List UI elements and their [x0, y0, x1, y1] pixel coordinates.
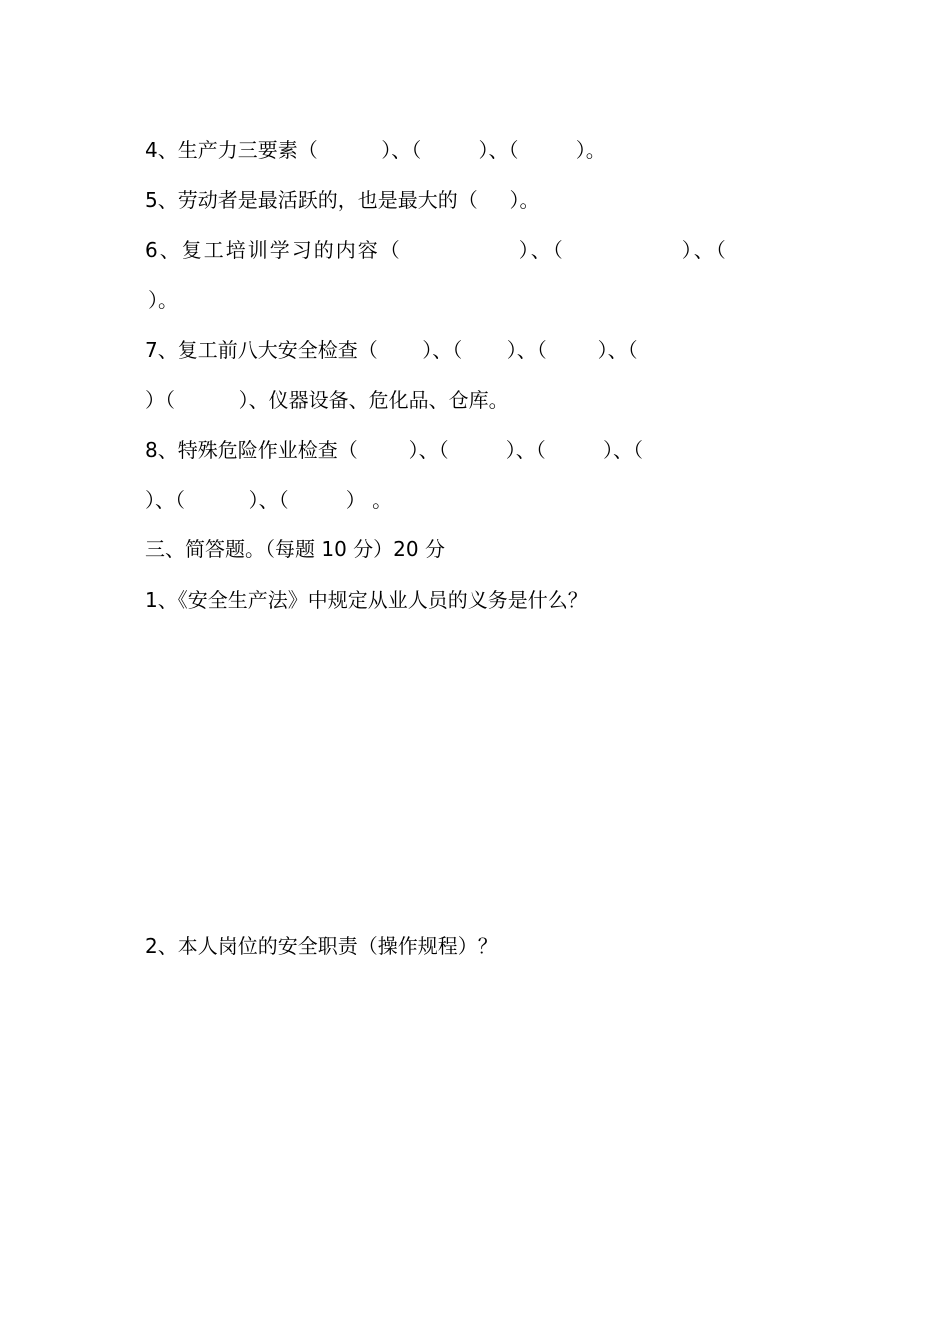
short-answer-question-1: 1、《安全生产法》中规定从业人员的义务是什么？ — [145, 588, 588, 612]
question-7-line-2: ）（ ）、仪器设备、危化品、仓库。 — [145, 388, 509, 412]
question-5-line: 5、劳动者是最活跃的，也是最大的（ ）。 — [145, 188, 540, 212]
question-8-line-2: ）、（ ）、（ ） 。 — [145, 488, 393, 512]
question-7-line-1: 7、复工前八大安全检查（ ）、（ ）、（ ）、（ — [145, 338, 638, 362]
short-answer-question-2: 2、本人岗位的安全职责（操作规程）？ — [145, 934, 498, 958]
section-3-heading: 三、简答题。（每题 10 分）20 分 — [145, 537, 445, 561]
question-6-line-2: ）。 — [148, 288, 178, 312]
question-4-line: 4、生产力三要素（ ）、（ ）、（ ）。 — [145, 138, 606, 162]
question-6-line-1: 6、复工培训学习的内容（ ）、（ ）、（ — [145, 238, 728, 262]
question-8-line-1: 8、特殊危险作业检查（ ）、（ ）、（ ）、（ — [145, 438, 644, 462]
